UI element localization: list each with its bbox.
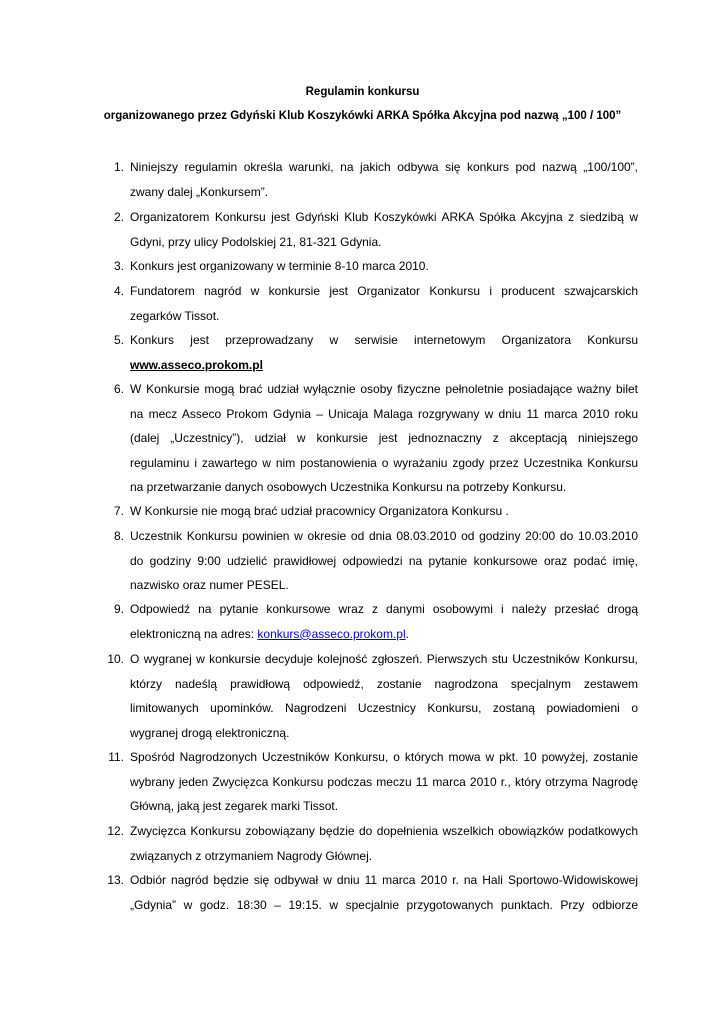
- rule-number: 1.: [113, 160, 124, 174]
- rule-line: nazwisko oraz numer PESEL.: [130, 578, 289, 593]
- rule-number: 2.: [113, 210, 124, 224]
- rule-line: W Konkursie nie mogą brać udział pracownicy Organizatora Konkursu .: [130, 504, 509, 518]
- rule-line: Konkurs jest organizowany w terminie 8-10 marca 2010.: [130, 259, 429, 273]
- rule-line: Niniejszy regulamin określa warunki, na jakich odbywa się konkurs pod nazwą „100/100”,: [130, 160, 638, 174]
- rule-line: Gdyni, przy ulicy Podolskiej 21, 81-321 Gdynia.: [130, 234, 382, 249]
- rule-number: 8.: [113, 529, 124, 543]
- rule-line: wygranej drogą elektroniczną.: [130, 725, 290, 740]
- rule-number: 7.: [113, 504, 124, 518]
- rule-number: 6.: [113, 382, 124, 396]
- rule-line-suffix: .: [405, 626, 409, 641]
- rule-line: elektroniczną na adres:: [130, 626, 258, 641]
- rule-line: Konkurs jest przeprowadzany w serwisie internetowym Organizatora Konkursu: [130, 333, 638, 347]
- website-link[interactable]: www.asseco.prokom.pl: [130, 357, 263, 372]
- rule-line: na mecz Asseco Prokom Gdynia – Unicaja Malaga rozgrywany w dniu 11 marca 2010 roku: [130, 406, 638, 421]
- rule-line: związanych z otrzymaniem Nagrody Głównej.: [130, 848, 373, 863]
- document-subtitle: organizowanego przez Gdyński Klub Koszykówki ARKA Spółka Akcyjna pod nazwą „100 / 100”: [103, 110, 622, 122]
- rule-number: 11.: [108, 750, 124, 764]
- rule-line: do godziny 9:00 udzielić prawidłowej odpowiedzi na pytanie konkursowe oraz podać imię,: [130, 553, 638, 568]
- rule-line: Uczestnik Konkursu powinien w okresie od dnia 08.03.2010 od godziny 20:00 do 10.03.2010: [130, 529, 638, 543]
- rule-line: Główną, jaką jest zegarek marki Tissot.: [130, 799, 339, 814]
- rule-line: regulaminu i zawartego w nim postanowienia o wyrażaniu zgody przez Uczestnika Konkursu: [130, 455, 638, 470]
- rule-line: na przetwarzanie danych osobowych Uczestnika Konkursu na potrzeby Konkursu.: [130, 480, 567, 495]
- rule-number: 9.: [113, 602, 124, 616]
- rule-line: Spośród Nagrodzonych Uczestników Konkursu, o których mowa w pkt. 10 powyżej, zostanie: [130, 750, 638, 764]
- rule-line: limitowanych upominków. Nagrodzeni Uczestnicy Konkursu, zostaną powiadomieni o: [130, 701, 638, 716]
- rule-line: Organizatorem Konkursu jest Gdyński Klub Koszykówki ARKA Spółka Akcyjna z siedzibą w: [130, 210, 638, 224]
- rule-line: „Gdynia” w godz. 18:30 – 19:15. w specjalnie przygotowanych punktach. Przy odbiorze: [130, 897, 638, 912]
- rule-line: Fundatorem nagród w konkursie jest Organizator Konkursu i producent szwajcarskich: [130, 284, 638, 298]
- rule-line: Odpowiedź na pytanie konkursowe wraz z danymi osobowymi i należy przesłać drogą: [130, 602, 638, 616]
- rule-number: 10.: [107, 652, 124, 666]
- rule-line: Odbiór nagród będzie się odbywał w dniu 11 marca 2010 r. na Hali Sportowo-Widowiskowej: [130, 873, 638, 887]
- document-title: Regulamin konkursu: [305, 86, 420, 98]
- rule-line: zegarków Tissot.: [130, 308, 220, 323]
- rule-number: 12.: [107, 824, 124, 838]
- rule-line: W Konkursie mogą brać udział wyłącznie osoby fizyczne pełnoletnie posiadające ważny bilet: [130, 382, 638, 396]
- rule-line: wybrany jeden Zwycięzca Konkursu podczas meczu 11 marca 2010 r., który otrzyma Nagrodę: [130, 774, 638, 789]
- rule-line: którzy nadeślą prawidłową odpowiedź, zostanie nagrodzona specjalnym zestawem: [130, 676, 638, 691]
- email-link[interactable]: konkurs@asseco.prokom.pl: [257, 626, 406, 641]
- rule-line: Zwycięzca Konkursu zobowiązany będzie do dopełnienia wszelkich obowiązków podatkowych: [130, 824, 638, 838]
- rule-line: O wygranej w konkursie decyduje kolejność zgłoszeń. Pierwszych stu Uczestników Konkursu,: [130, 652, 638, 666]
- rule-line: zwany dalej „Konkursem”.: [130, 184, 269, 199]
- rule-number: 13.: [107, 873, 124, 887]
- rule-number: 4.: [113, 284, 124, 298]
- rule-number: 3.: [113, 259, 124, 273]
- rule-number: 5.: [113, 333, 124, 347]
- rule-line: (dalej „Uczestnicy”), udział w konkursie jest jednoznaczny z akceptacją niniejszego: [130, 431, 638, 446]
